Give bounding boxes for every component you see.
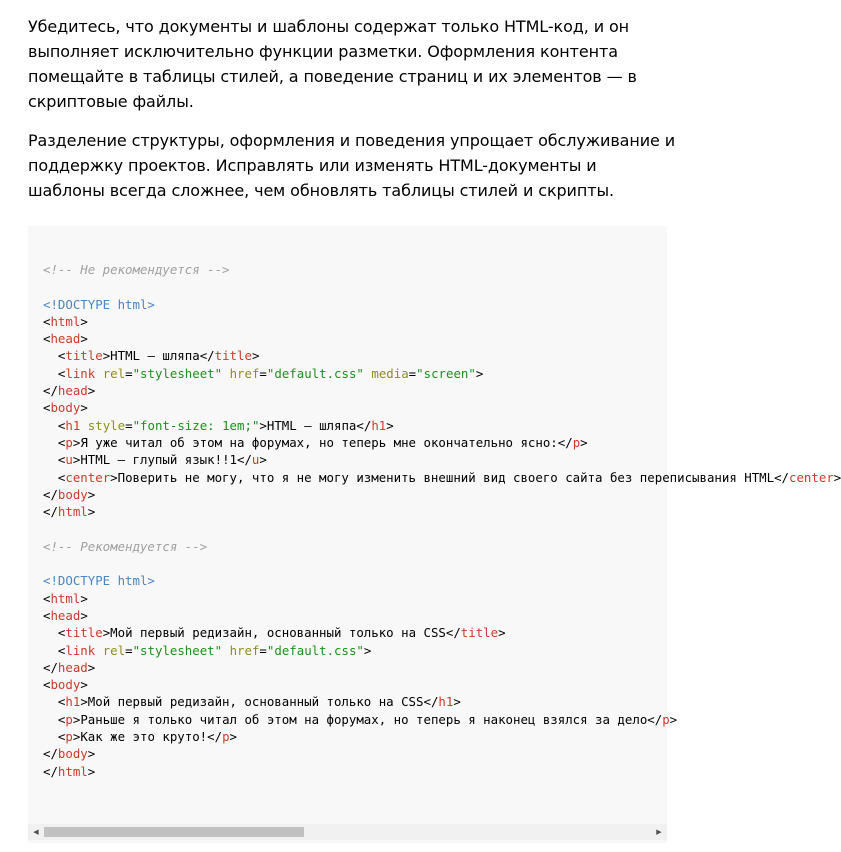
scroll-right-icon[interactable]: ▶ <box>656 828 662 836</box>
code-line <box>43 538 841 555</box>
code-string: default.css <box>274 365 357 381</box>
intro-paragraph-2: Разделение структуры, оформления и поведения упрощает обслуживание и поддержку проектов. Исправлять или изменять HTML-документы и шаблоны всегда сложнее, чем обновлять таблицы стилей и скрипты. <box>28 131 676 200</box>
doctype: <!DOCTYPE html> <box>43 296 155 312</box>
code-string: stylesheet <box>140 642 215 658</box>
horizontal-scrollbar[interactable] <box>28 824 667 840</box>
scrollbar-thumb[interactable] <box>44 827 304 837</box>
code-text: Я уже читал об этом на форумах, но теперь мне окончательно ясно: <box>80 434 558 450</box>
code-text: Мой первый редизайн, основанный только на CSS <box>110 625 446 641</box>
code-line: </head> <box>43 659 96 675</box>
code-line: <html> <box>43 590 88 606</box>
code-line: <h1>Мой первый редизайн, основанный только на CSS</h1> <box>43 694 461 710</box>
scroll-left-icon[interactable]: ◀ <box>33 828 39 836</box>
code-line: <p>Как же это круто!</p> <box>43 729 238 745</box>
code-text: HTML — глупый язык!!1 <box>80 452 237 468</box>
code-line: <p>Я уже читал об этом на форумах, но теперь мне окончательно ясно:</p> <box>43 434 588 450</box>
code-string: font-size: 1em; <box>140 417 252 433</box>
code-line: <head> <box>43 607 88 623</box>
code-text: Как же это круто! <box>80 729 208 745</box>
code-line: </html> <box>43 763 96 779</box>
code-line: <title>HTML — шляпа</title> <box>43 348 260 364</box>
code-text: Мой первый редизайн, основанный только на CSS <box>87 694 424 710</box>
code-line: </body> <box>43 486 96 502</box>
code-line: </body> <box>43 746 96 762</box>
code-comment: <!-- Не рекомендуется --> <box>43 262 230 277</box>
code-string: screen <box>423 365 469 381</box>
code-text: Поверить не могу, что я не могу изменить внешний вид своего сайта без переписывания HTML <box>117 469 775 485</box>
code-text: HTML — шляпа <box>266 417 357 433</box>
code-line: <h1 style="font-size: 1em;">HTML — шляпа</h1> <box>43 417 394 433</box>
code-line: <body> <box>43 677 88 693</box>
code-text: Раньше я только читал об этом на форумах, но теперь я наконец взялся за дело <box>80 711 648 727</box>
code-string: stylesheet <box>140 365 215 381</box>
code-line: <title>Мой первый редизайн, основанный только на CSS</title> <box>43 625 506 641</box>
code-line: <body> <box>43 400 88 416</box>
code-line: <center>Поверить не могу, что я не могу изменить внешний вид своего сайта без переписывания HTML</center> <box>43 469 841 485</box>
doctype: <!DOCTYPE html> <box>43 573 155 589</box>
code-line: <html> <box>43 313 88 329</box>
code-block <box>28 226 841 843</box>
code-line: </html> <box>43 504 96 520</box>
code-line: <p>Раньше я только читал об этом на форумах, но теперь я наконец взялся за дело</p> <box>43 711 678 727</box>
code-line: <head> <box>43 331 88 347</box>
code-line: <link rel="stylesheet" href="default.css"> <box>43 642 372 658</box>
code-line: <u>HTML — глупый язык!!1</u> <box>43 452 267 468</box>
code-line: </head> <box>43 383 96 399</box>
intro-paragraph-1: Убедитесь, что документы и шаблоны содержат только HTML-код, и он выполняет исключительно функции разметки. Оформления контента помещайте в таблицы стилей, а поведение страниц и их элементов — в скриптовые файлы. <box>28 17 637 111</box>
code-line <box>43 261 841 278</box>
code-line: <link rel="stylesheet" href="default.css" media="screen"> <box>43 365 484 381</box>
code-line <box>43 296 841 313</box>
code-text: HTML — шляпа <box>110 348 200 364</box>
code-string: default.css <box>274 642 357 658</box>
code-comment: <!-- Рекомендуется --> <box>43 538 208 554</box>
code-listing <box>43 261 841 780</box>
code-line <box>43 572 841 589</box>
